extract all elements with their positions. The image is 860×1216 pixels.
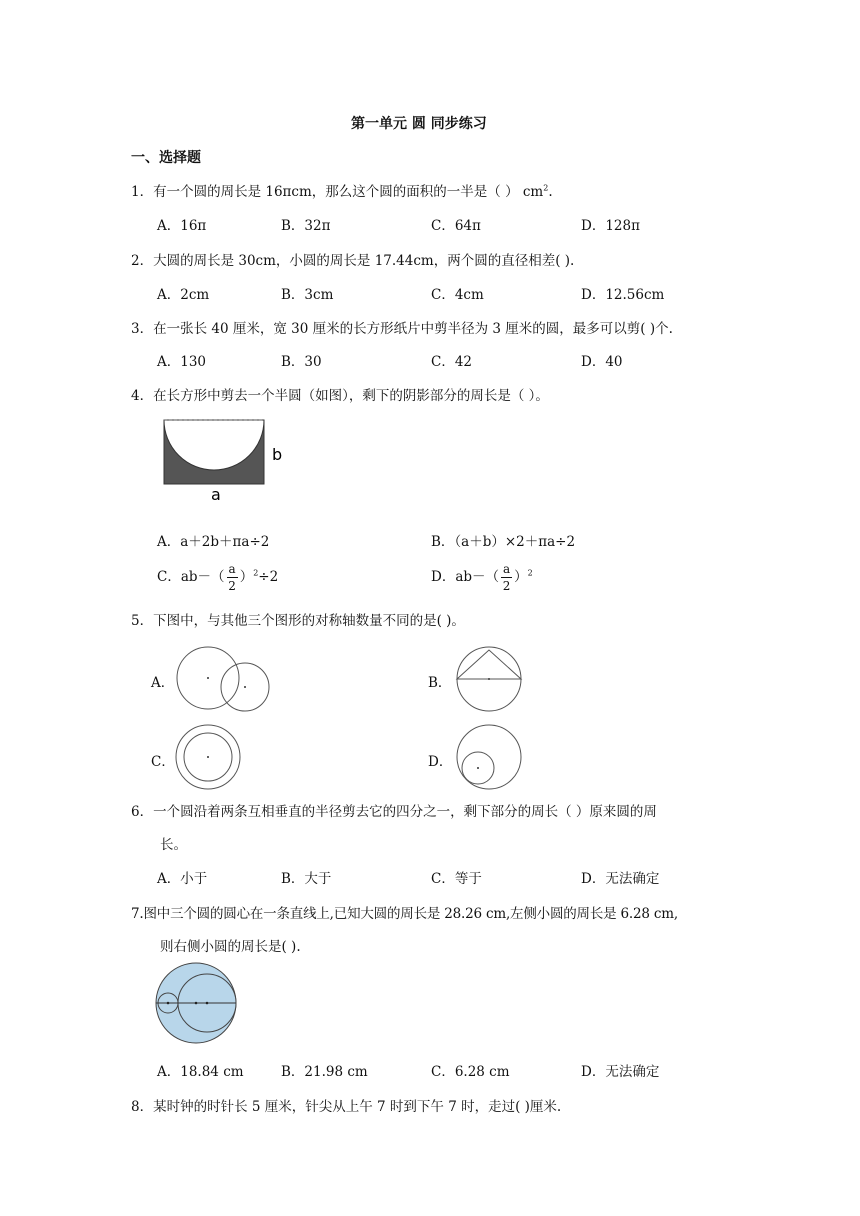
- fraction-denominator: 2: [228, 579, 236, 593]
- option-d-exponent: 2: [527, 568, 533, 578]
- question-5-stem: 5．下图中，与其他三个图形的对称轴数量不同的是( )。: [131, 613, 465, 629]
- question-7-stem: 7.图中三个圆的圆心在一条直线上,已知大圆的周长是 28.26 cm,左侧小圆的周长是 6.28 cm,: [131, 906, 678, 922]
- question-1-unit-exponent: 2: [543, 183, 549, 193]
- option-c-close: ）: [239, 569, 254, 585]
- question-2-option-c[interactable]: C．4cm: [431, 287, 484, 303]
- question-5-option-b[interactable]: B．: [428, 675, 452, 691]
- question-4-figure: [160, 414, 290, 504]
- question-4-option-d[interactable]: [431, 561, 533, 594]
- question-6-option-c[interactable]: C．等于: [431, 871, 482, 887]
- question-1-end: .: [548, 184, 553, 200]
- page-title: 第一单元 圆 同步练习: [351, 116, 487, 132]
- question-7-option-c[interactable]: C．6.28 cm: [431, 1064, 510, 1080]
- question-4-option-b[interactable]: B．（a＋b）×2＋πa÷2: [431, 534, 576, 550]
- fraction-denominator: 2: [502, 579, 511, 593]
- question-2-option-b[interactable]: B．3cm: [281, 287, 334, 303]
- question-1-option-b[interactable]: B．32π: [281, 218, 331, 234]
- question-4-option-c[interactable]: [157, 561, 278, 594]
- question-7-stem-line2: 则右侧小圆的周长是( ).: [160, 939, 301, 955]
- question-5-option-a[interactable]: A．: [151, 675, 175, 691]
- question-7-figure: [155, 962, 245, 1052]
- question-5-figure-b[interactable]: [456, 646, 526, 716]
- question-2-option-a[interactable]: A．2cm: [157, 287, 210, 303]
- question-5-figure-a[interactable]: [176, 646, 276, 716]
- question-5-figure-d[interactable]: [456, 724, 526, 794]
- question-5-figure-c[interactable]: [175, 724, 245, 794]
- question-6-option-a[interactable]: A．小于: [157, 871, 208, 887]
- question-1-text: 1．有一个圆的周长是 16πcm，那么这个圆的面积的一半是（ ） cm: [131, 184, 544, 200]
- question-3-option-c[interactable]: C．42: [431, 354, 473, 370]
- question-4-option-a[interactable]: A．a＋2b＋πa÷2: [157, 534, 270, 550]
- question-2-option-d[interactable]: D．12.56cm: [581, 287, 665, 303]
- figure-label-b: b: [272, 445, 283, 464]
- fraction-a-over-2: [227, 561, 238, 594]
- figure-label-a: a: [211, 485, 221, 504]
- question-3-option-a[interactable]: A．130: [157, 354, 207, 370]
- question-1-option-d[interactable]: D．128π: [581, 218, 640, 234]
- question-6-option-b[interactable]: B．大于: [281, 871, 332, 887]
- question-1-option-a[interactable]: A．16π: [157, 218, 207, 234]
- question-7-option-d[interactable]: D．无法确定: [581, 1064, 660, 1080]
- option-d-prefix: D．ab－（: [431, 569, 500, 585]
- question-8-stem: 8．某时钟的时针长 5 厘米，针尖从上午 7 时到下午 7 时，走过( )厘米.: [131, 1099, 562, 1115]
- question-6-stem: 6．一个圆沿着两条互相垂直的半径剪去它的四分之一，剩下部分的周长（ ）原来圆的周: [131, 804, 657, 820]
- question-3-option-b[interactable]: B．30: [281, 354, 322, 370]
- question-2-stem: 2．大圆的周长是 30cm，小圆的周长是 17.44cm，两个圆的直径相差( ).: [131, 253, 575, 269]
- question-3-option-d[interactable]: D．40: [581, 354, 623, 370]
- question-6-stem-line2: 长。: [160, 837, 187, 853]
- question-7-option-a[interactable]: A．18.84 cm: [157, 1064, 244, 1080]
- option-c-tail: ÷2: [258, 569, 279, 585]
- fraction-numerator: a: [228, 562, 236, 576]
- question-1-stem: [131, 180, 553, 200]
- question-5-option-d[interactable]: D．: [428, 754, 453, 770]
- fraction-numerator: a: [503, 562, 511, 576]
- option-d-close: ）: [514, 569, 528, 585]
- question-5-option-c[interactable]: C．: [151, 754, 175, 770]
- question-1-option-c[interactable]: C．64π: [431, 218, 481, 234]
- question-7-option-b[interactable]: B．21.98 cm: [281, 1064, 368, 1080]
- section-heading: 一、选择题: [131, 150, 201, 166]
- option-c-prefix: C．ab－（: [157, 569, 225, 585]
- option-c-exponent: 2: [253, 568, 259, 578]
- question-6-option-d[interactable]: D．无法确定: [581, 871, 660, 887]
- question-3-stem: 3．在一张长 40 厘米，宽 30 厘米的长方形纸片中剪半径为 3 厘米的圆，最多可以剪( )个.: [131, 321, 673, 337]
- question-4-stem: 4．在长方形中剪去一个半圆（如图），剩下的阴影部分的周长是（ ）。: [131, 388, 549, 404]
- fraction-a-over-2: [501, 561, 512, 594]
